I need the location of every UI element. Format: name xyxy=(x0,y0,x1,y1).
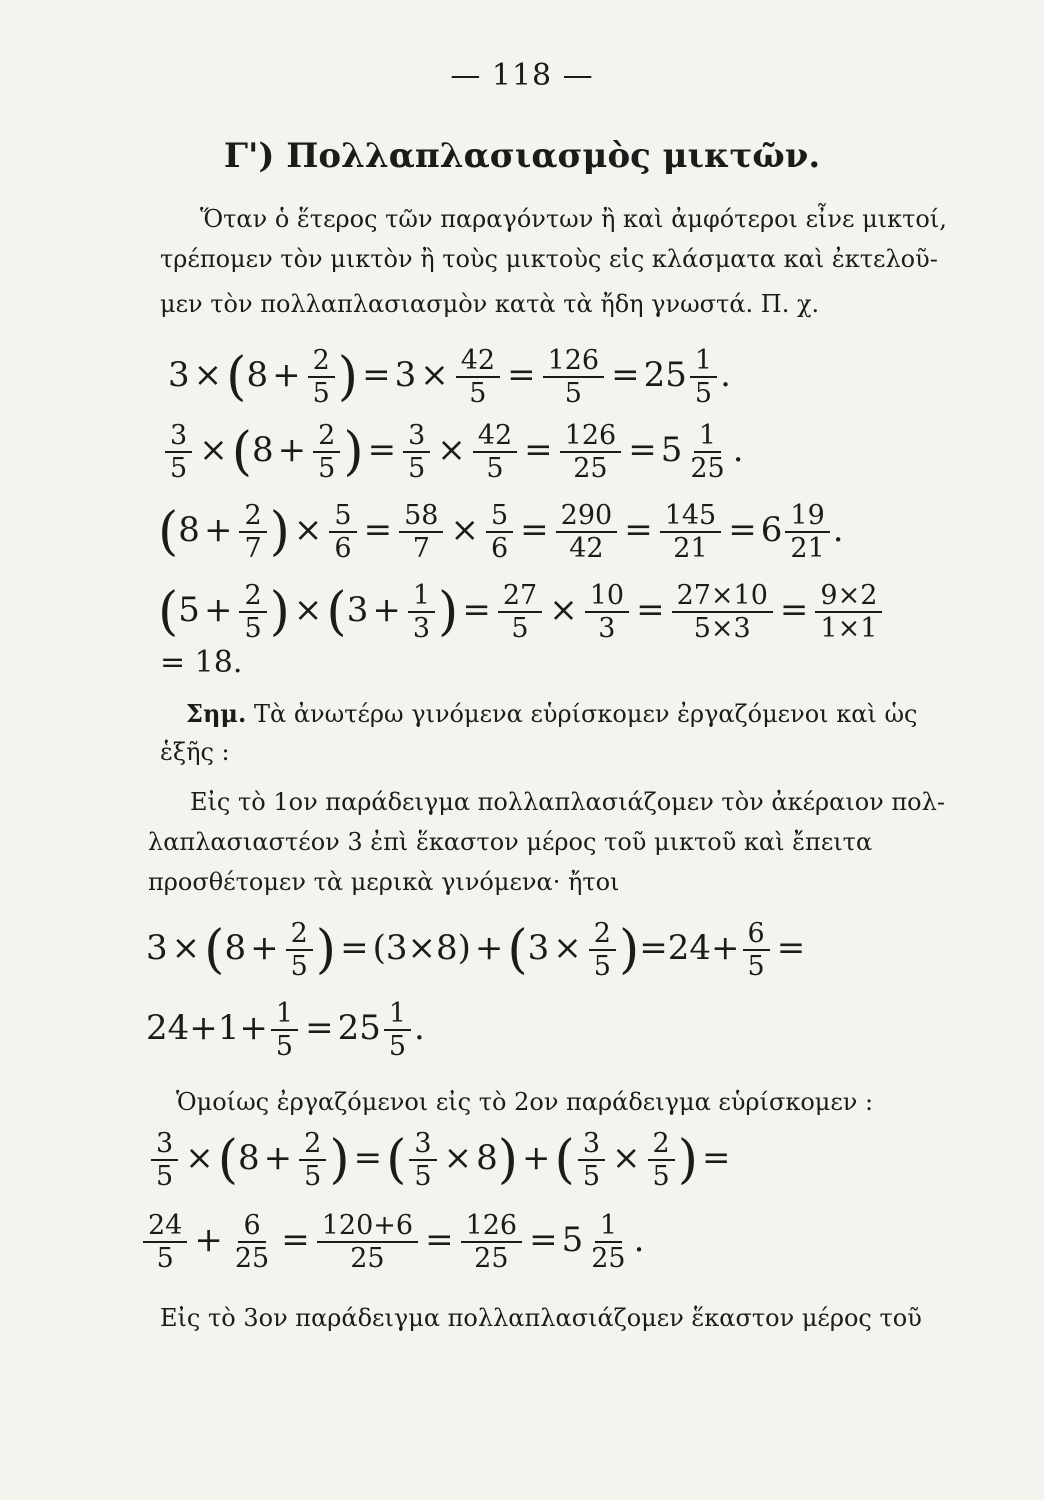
fraction: $\frac{2}{5}$ xyxy=(648,1128,675,1192)
fraction: $\frac{1}{5}$ xyxy=(271,998,298,1062)
fraction: $\frac{1}{25}$ xyxy=(690,420,725,485)
fraction: $\frac{42}{5}$ xyxy=(473,420,517,484)
fraction: $\frac{290}{42}$ xyxy=(556,500,618,564)
equation-8: $\frac{24}{5}$ + $\frac{6}{25}$ = $\frac{120+6}{25}$ = $\frac{126}{25}$ = 5 $\frac{1}{25}$ . xyxy=(140,1210,644,1274)
example2-line: Ὁμοίως ἐργαζόμενοι εἰς τὸ 2ον παράδειγμα εὑρίσκομεν : xyxy=(176,1088,874,1116)
fraction: $\frac{126}{25}$ xyxy=(560,420,622,484)
fraction: $\frac{6}{5}$ xyxy=(743,918,770,982)
equation-2: $\frac{3}{5}$ ×(8 + $\frac{2}{5}$ ) = $\frac{3}{5}$ × $\frac{42}{5}$ = $\frac{126}{25}$ = 5 $\frac{1}{25}$ . xyxy=(162,420,744,484)
fraction: $\frac{9\times 2}{1\times 1}$ xyxy=(815,580,882,644)
intro-line-1: Ὅταν ὁ ἕτερος τῶν παραγόντων ἢ καὶ ἀμφότεροι εἶνε μικτοί, xyxy=(200,205,947,233)
fraction: $\frac{27}{5}$ xyxy=(498,580,542,644)
section-heading: Γ') Πολλαπλασιασμὸς μικτῶν. xyxy=(223,136,821,176)
page-number: — 118 — xyxy=(450,58,594,93)
fraction: $\frac{1}{5}$ xyxy=(384,998,411,1062)
fraction: $\frac{145}{21}$ xyxy=(660,500,722,564)
fraction: $\frac{10}{3}$ xyxy=(585,580,629,644)
equation-7: $\frac{3}{5}$ ×(8 + $\frac{2}{5}$ ) =( $\frac{3}{5}$ × 8) +( $\frac{3}{5}$ × $\frac{2}{5}$ ) = xyxy=(148,1128,735,1192)
note-label: Σημ. xyxy=(186,699,247,728)
fraction: $\frac{3}{5}$ xyxy=(151,1128,178,1192)
fraction: $\frac{2}{5}$ xyxy=(313,420,340,484)
fraction: $\frac{126}{5}$ xyxy=(543,345,605,409)
equation-1: 3 ×(8 + $\frac{2}{5}$ ) = 3 × $\frac{42}{5}$ = $\frac{126}{5}$ = 25 $\frac{1}{5}$ . xyxy=(168,345,731,410)
equation-4-result: = 18. xyxy=(160,645,243,680)
fraction: $\frac{3}{5}$ xyxy=(409,1128,436,1192)
fraction: $\frac{1}{5}$ xyxy=(690,345,717,409)
equation-3: (8 + $\frac{2}{7}$ ) × $\frac{5}{6}$ = $\frac{58}{7}$ × $\frac{5}{6}$ = $\frac{290}{42}$ = $\frac{145}{21}$ = 6 $\frac{19}{21}$ . xyxy=(158,500,844,565)
fraction: $\frac{2}{5}$ xyxy=(239,580,266,644)
equation-4: (5 + $\frac{2}{5}$ ) ×(3 + $\frac{1}{3}$ ) = $\frac{27}{5}$ × $\frac{10}{3}$ = $\frac{27\times 10}{5\times 3}$ = $\frac{9\times 2}{1\times 1}$ xyxy=(158,580,885,644)
example3-line: Εἰς τὸ 3ον παράδειγμα πολλαπλασιάζομεν ἕκαστον μέρος τοῦ xyxy=(160,1304,922,1332)
note-line-2: ἑξῆς : xyxy=(160,738,230,766)
fraction: $\frac{3}{5}$ xyxy=(578,1128,605,1192)
fraction: $\frac{5}{6}$ xyxy=(486,500,513,564)
fraction: $\frac{2}{5}$ xyxy=(299,1128,326,1192)
equation-6: 24+1+ $\frac{1}{5}$ = 25 $\frac{1}{5}$ . xyxy=(146,998,425,1063)
example1-line-2: λαπλασιαστέον 3 ἐπὶ ἕκαστον μέρος τοῦ μικτοῦ καὶ ἔπειτα xyxy=(148,828,873,856)
fraction: $\frac{120+6}{25}$ xyxy=(317,1210,418,1274)
fraction: $\frac{2}{5}$ xyxy=(308,345,335,409)
fraction: $\frac{2}{7}$ xyxy=(239,500,266,564)
fraction: $\frac{6}{25}$ xyxy=(234,1210,270,1275)
fraction: $\frac{2}{5}$ xyxy=(286,918,313,982)
equation-5: 3 ×(8 + $\frac{2}{5}$ ) = (3×8) +(3 × $\frac{2}{5}$ )=24+ $\frac{6}{5}$ = xyxy=(146,918,806,983)
fraction: $\frac{27\times 10}{5\times 3}$ xyxy=(672,580,773,644)
fraction: $\frac{24}{5}$ xyxy=(143,1210,187,1274)
fraction: $\frac{3}{5}$ xyxy=(165,420,192,484)
example1-line-3: προσθέτομεν τὰ μερικὰ γινόμενα· ἤτοι xyxy=(148,868,620,896)
fraction: $\frac{58}{7}$ xyxy=(399,500,443,564)
example1-line-1: Εἰς τὸ 1ον παράδειγμα πολλαπλασιάζομεν τὸν ἀκέραιον πολ- xyxy=(190,788,945,816)
fraction: $\frac{2}{5}$ xyxy=(589,918,616,982)
fraction: $\frac{19}{21}$ xyxy=(785,500,829,564)
fraction: $\frac{1}{25}$ xyxy=(591,1210,626,1275)
fraction: $\frac{126}{25}$ xyxy=(461,1210,523,1274)
fraction: $\frac{5}{6}$ xyxy=(329,500,356,564)
fraction: $\frac{42}{5}$ xyxy=(456,345,500,409)
intro-line-2: τρέπομεν τὸν μικτὸν ἢ τοὺς μικτοὺς εἰς κλάσματα καὶ ἐκτελοῦ- xyxy=(160,245,938,273)
fraction: $\frac{1}{3}$ xyxy=(408,580,435,644)
intro-line-3: μεν τὸν πολλαπλασιασμὸν κατὰ τὰ ἤδη γνωστά. Π. χ. xyxy=(160,290,820,318)
fraction: $\frac{3}{5}$ xyxy=(403,420,430,484)
note-line-1: Σημ. Τὰ ἀνωτέρω γινόμενα εὑρίσκομεν ἐργαζόμενοι καὶ ὡς xyxy=(186,699,918,728)
